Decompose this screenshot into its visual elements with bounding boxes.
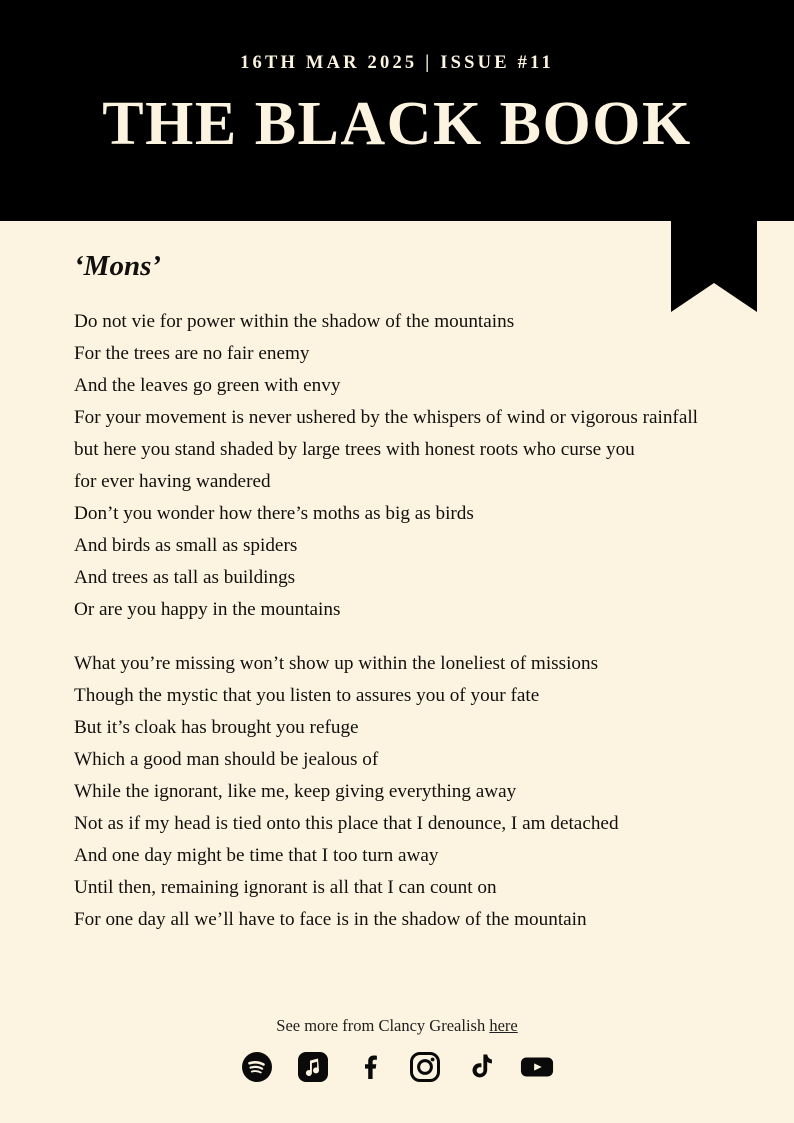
poem-line: Which a good man should be jealous of — [74, 748, 379, 770]
page-title: THE BLACK BOOK — [102, 90, 692, 159]
stanza — [74, 648, 720, 936]
youtube-icon[interactable] — [520, 1050, 554, 1084]
poem-line: Until then, remaining ignorant is all that I can count on — [74, 876, 497, 898]
poem-line: And trees as tall as buildings — [74, 566, 296, 588]
poem-title: ‘Mons’ — [74, 250, 162, 282]
poem-line: Do not vie for power within the shadow of the mountains — [74, 310, 515, 332]
more-from-author-link[interactable]: here — [489, 1016, 518, 1035]
credit-text: See more from Clancy Grealish — [276, 1016, 490, 1035]
social-links — [0, 1050, 794, 1084]
stanza — [74, 306, 720, 626]
instagram-icon[interactable] — [408, 1050, 442, 1084]
masthead — [0, 0, 794, 221]
poem-line: While the ignorant, like me, keep giving everything away — [74, 780, 517, 802]
article-body — [0, 221, 794, 936]
poem-line: For one day all we’ll have to face is in the shadow of the mountain — [74, 908, 587, 930]
poem-line: Don’t you wonder how there’s moths as big as birds — [74, 502, 474, 524]
poem-line: And one day might be time that I too turn away — [74, 844, 439, 866]
poem-line: Though the mystic that you listen to assures you of your fate — [74, 684, 540, 706]
apple-music-icon[interactable] — [296, 1050, 330, 1084]
credit-line — [0, 1015, 794, 1036]
poem-line: And the leaves go green with envy — [74, 374, 341, 396]
footer — [0, 1015, 794, 1123]
poem-line: What you’re missing won’t show up within the loneliest of missions — [74, 652, 599, 674]
poem-line: And birds as small as spiders — [74, 534, 298, 556]
poem-line: For the trees are no fair enemy — [74, 342, 310, 364]
tiktok-icon[interactable] — [464, 1050, 498, 1084]
poem-line: Not as if my head is tied onto this place that I denounce, I am detached — [74, 812, 619, 834]
poem-line: but here you stand shaded by large trees with honest roots who curse you — [74, 438, 635, 460]
spotify-icon[interactable] — [240, 1050, 274, 1084]
poem-line: But it’s cloak has brought you refuge — [74, 716, 359, 738]
facebook-icon[interactable] — [352, 1050, 386, 1084]
poem-line: for ever having wandered — [74, 470, 271, 492]
poem-line: For your movement is never ushered by the whispers of wind or vigorous rainfall — [74, 406, 698, 428]
poem-line: Or are you happy in the mountains — [74, 598, 341, 620]
issue-line: 16TH MAR 2025 | ISSUE #11 — [240, 53, 554, 73]
